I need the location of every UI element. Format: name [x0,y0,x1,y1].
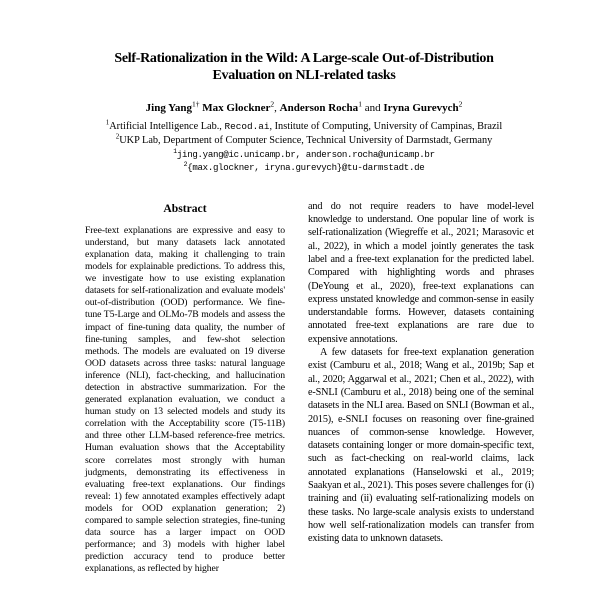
title-line-2: Evaluation on NLI-related tasks [212,68,396,83]
author-affmark-2: 2 [270,99,275,109]
intro-paragraph-2: A few datasets for free-text explanation generation exist (Camburu et al., 2018; Wang et al., 2019b; Sap et al., 2020; Aggarwal et al., 2021; Chen et al., 2022), with e-SNLI (Camburu et al., 2018) being one of the seminal datasets in the NLI area. Based on SNLI (Bowman et al., 2015), e-SNLI focuses on reasoning over fine-grained nuances of common-sense knowledge. However, datasets containing longer or more domain-specific text, such as fact-checking on real-world claims, lack annotated explanations (Hanselowski et al., 2019; Saakyan et al., 2021). This poses severe challenges for (i) training and (ii) evaluating self-rationalizing models on these tasks. No large-scale analysis exists to understand how well self-rationalization models can transfer from existing data to unknown datasets. [308,347,534,545]
abstract-heading: Abstract [163,201,207,215]
author-separator-2: , [274,102,280,114]
emails-block [74,149,534,175]
author-affmark-4: 2 [458,99,463,109]
right-column [308,200,534,576]
affiliation-text-1a: Artificial Intelligence Lab., [109,121,225,132]
email-text-2: {max.glockner, iryna.gurevych}@tu-darmstadt.de [187,161,425,173]
author-name-2: Max Glockner [202,102,271,114]
email-mark-1: 1 [173,148,177,156]
author-separator-3: and [361,102,384,114]
author-affmark-1: 1† [192,99,200,109]
left-column [74,200,296,576]
author-name-3: Anderson Rocha [279,102,359,114]
affiliation-line-2 [74,134,534,148]
intro-paragraph-continuation: and do not require readers to have model-level knowledge to understand. One popular line of work is self-rationalization (Wiegreffe et al., 2021; Marasovic et al., 2022), in which a model jointly generates the task label and a free-text explanation for the predicted label. Compared with highlighting words and phrases (DeYoung et al., 2020), free-text explanations can express unstated knowledge and common-sense in easily understandable forms. However, datasets containing annotated free-text explanations are rare due to expensive annotations. [308,200,534,345]
author-name-1: Jing Yang [145,102,192,114]
two-column-body [74,200,534,576]
author-name-4: Iryna Gurevych [383,102,459,114]
affiliation-lab-name-mono: Recod.ai [224,121,270,132]
abstract-text: Free-text explanations are expressive and easy to understand, but many datasets lack annotated explanation data, making it challenging to train models for explainable predictions. To address this, we investigate how to use existing explanation datasets for self-rationalization and evaluate models' out-of-distribution (OOD) performance. We fine-tune T5-Large and OLMo-7B models and assess the impact of fine-tuning data quality, the number of fine-tuning samples, and few-shot selection methods. The models are evaluated on 19 diverse OOD datasets across three tasks: natural language inference (NLI), fact-checking, and hallucination detection in abstractive summarization. For the generated explanation evaluation, we conduct a human study on 13 selected models and study its correlation with the Acceptability score (T5-11B) and three other LLM-based reference-free metrics. Human evaluation shows that the Acceptability score correlates most strongly with human judgments, demonstrating its effectiveness in evaluating free-text explanations. Our findings reveal: 1) few annotated examples effectively adapt models for OOD explanation generation; 2) compared to sample selection strategies, fine-tuning data source has a larger impact on OOD performance; and 3) models with higher label prediction accuracy tend to produce better explanations, as reflected by higher [85,224,285,575]
affiliation-text-2: UKP Lab, Department of Computer Science, Technical University of Darmstadt, Germany [119,134,493,146]
affiliation-line-1 [74,120,534,134]
email-line-2 [74,162,534,175]
authors-line [74,99,534,115]
email-mark-2: 2 [183,160,188,168]
affiliation-mark-2: 2 [115,132,120,141]
affiliations-block [74,120,534,147]
author-affmark-3: 1 [358,99,362,109]
title-line-1: Self-Rationalization in the Wild: A Large-scale Out-of-Distribution [114,51,494,66]
affiliation-text-1b: , Institute of Computing, University of Campinas, Brazil [269,121,503,132]
affiliation-mark-1: 1 [105,118,110,127]
paper-title [74,50,534,84]
email-line-1 [74,149,534,162]
email-text-1: jing.yang@ic.unicamp.br, anderson.rocha@unicamp.br [176,149,435,161]
